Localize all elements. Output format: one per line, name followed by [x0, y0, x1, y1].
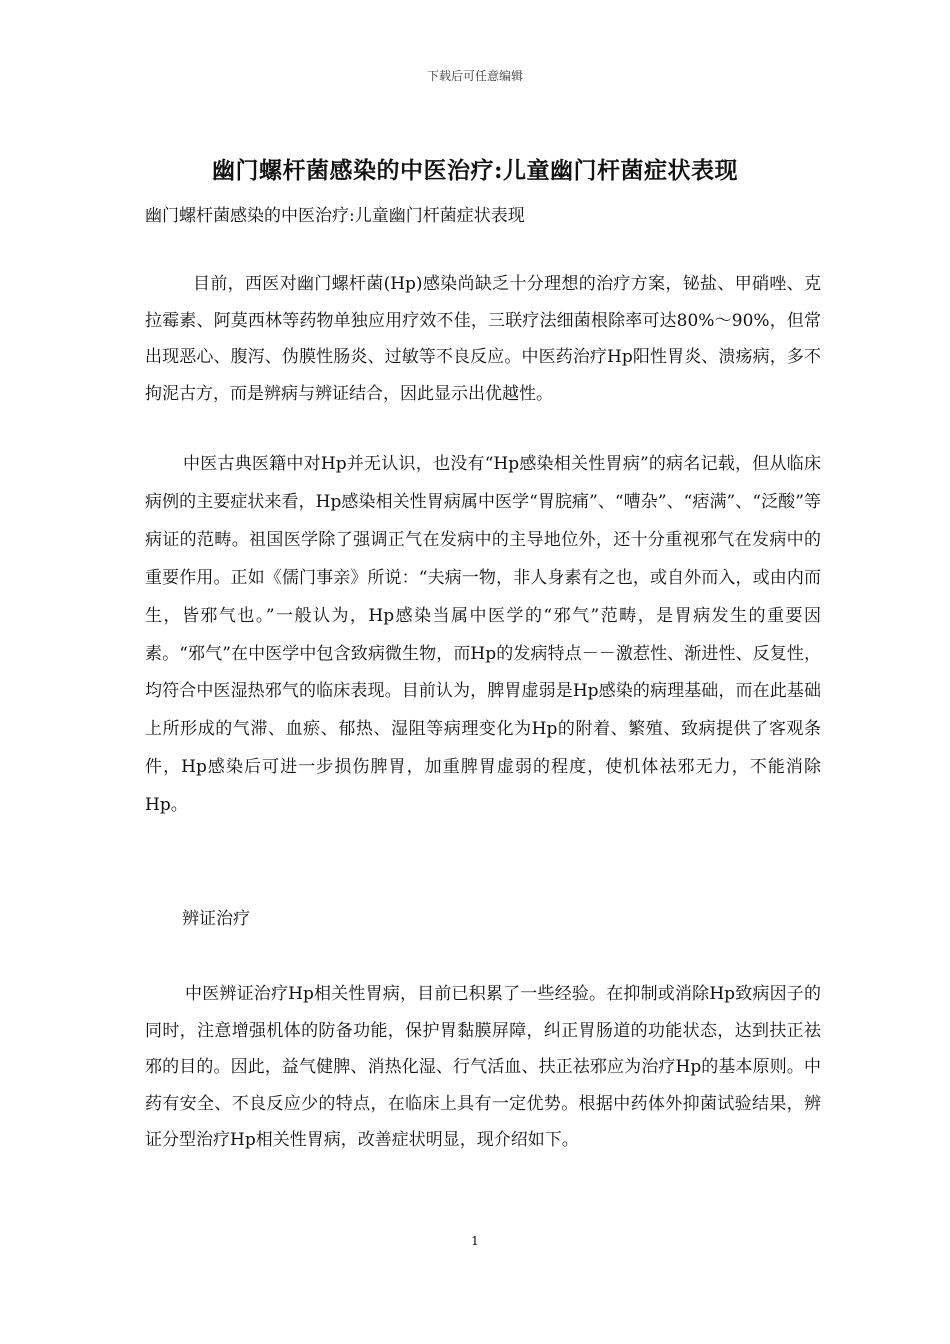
document-subtitle: 幽门螺杆菌感染的中医治疗:儿童幽门杆菌症状表现 — [145, 206, 525, 226]
header-note: 下载后可任意编辑 — [426, 69, 523, 83]
section-heading: 辨证治疗 — [182, 909, 250, 929]
document-title: 幽门螺杆菌感染的中医治疗:儿童幽门杆菌症状表现 — [212, 157, 738, 184]
paragraph-treatment: 中医辨证治疗Hp相关性胃病，目前已积累了一些经验。在抑制或消除Hp致病因子的同时，注意增强机体的防备功能，保护胃黏膜屏障，纠正胃肠道的功能状态，达到扶正祛邪的目的。因此，益气健脾、消热化湿、行气活血、扶正祛邪应为治疗Hp的基本原则。中药有安全、不良反应少的特点，在临床上具有一定优势。根据中药体外抑菌试验结果，辨证分型治疗Hp相关性胃病，改善症状明显，现介绍如下。 — [145, 984, 821, 1151]
paragraph-intro: 目前，西医对幽门螺杆菌(Hp)感染尚缺乏十分理想的治疗方案，铋盐、甲硝唑、克拉霉素、阿莫西林等药物单独应用疗效不佳，三联疗法细菌根除率可达80%～90%，但常出现恶心、腹泻、伪膜性肠炎、过敏等不良反应。中医药治疗Hp阳性胃炎、溃疡病，多不拘泥古方，而是辨病与辨证结合，因此显示出优越性。 — [145, 274, 821, 404]
paragraph-tcm-theory: 中医古典医籍中对Hp并无认识，也没有“Hp感染相关性胃病”的病名记载，但从临床病例的主要症状来看，Hp感染相关性胃病属中医学“胃脘痛”、“嘈杂”、“痞满”、“泛酸”等病证的范畴。祖国医学除了强调正气在发病中的主导地位外，还十分重视邪气在发病中的重要作用。正如《儒门事亲》所说：“夫病一物，非人身素有之也，或自外而入，或由内而生，皆邪气也。”一般认为，Hp感染当属中医学的“邪气”范畴，是胃病发生的重要因素。“邪气”在中医学中包含致病微生物，而Hp的发病特点－－激惹性、渐进性、反复性，均符合中医湿热邪气的临床表现。目前认为，脾胃虚弱是Hp感染的病理基础，而在此基础上所形成的气滞、血瘀、郁热、湿阻等病理变化为Hp的附着、繁殖、致病提供了客观条件，Hp感染后可进一步损伤脾胃，加重脾胃虚弱的程度，使机体祛邪无力，不能消除Hp。 — [145, 454, 821, 816]
page-number: 1 — [471, 1234, 479, 1248]
